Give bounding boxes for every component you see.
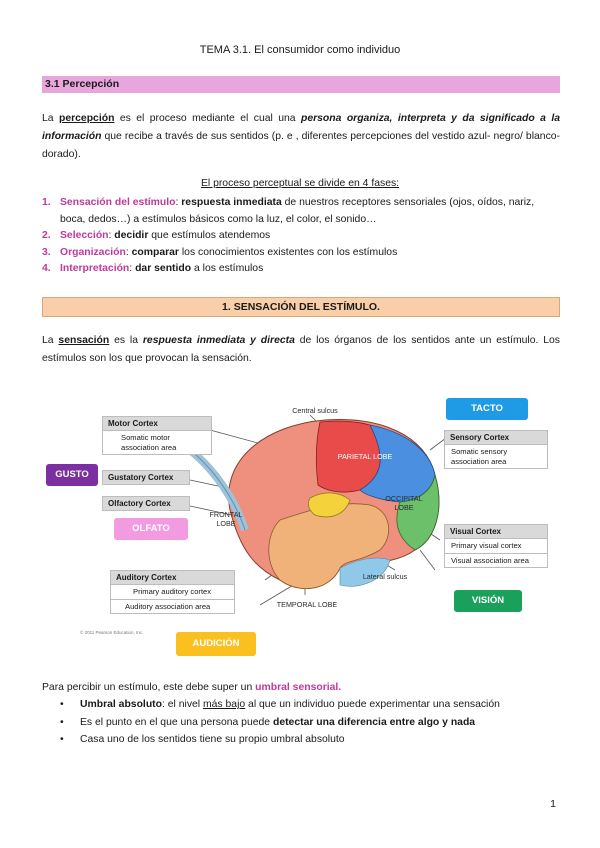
central-sulcus-label: Central sulcus — [292, 406, 338, 415]
parietal-lobe-label: PARIETAL LOBE — [337, 452, 393, 461]
bullet-icon: • — [60, 734, 64, 745]
tag-audicion: AUDICIÓN — [176, 632, 256, 656]
term-sensacion: sensación — [58, 335, 110, 346]
bullet-icon: • — [60, 716, 64, 728]
list-item: • Umbral absoluto: el nivel más bajo al que un individuo puede experimentar una sensación — [58, 696, 558, 714]
term-percepcion: percepción — [58, 113, 115, 124]
bullet-icon: • — [60, 699, 64, 710]
visual-cortex-box: Visual Cortex Primary visual cortex Visual association area — [444, 524, 548, 568]
phases-list — [42, 195, 560, 278]
list-item: • Es el punto en el que una persona puede detectar una diferencia entre algo y nada — [58, 714, 558, 732]
percepcion-paragraph: La percepción es el proceso mediante el cual una persona organiza, interpreta y da significado a la información que recibe a través de sus sentidos (p. e , diferentes percepciones del vestido azul- negro/ blanco-dorado). — [42, 113, 561, 160]
sensacion-paragraph: La sensación es la respuesta inmediata y directa de los órganos de los sentidos ante un estímulo. Los estímulos son los que provocan la sensación. — [42, 335, 560, 364]
section-heading-sensacion: 1. SENSACIÓN DEL ESTÍMULO. — [42, 297, 560, 317]
section-heading-percepcion: 3.1 Percepción — [42, 76, 560, 93]
list-item: 3. Organización: comparar los conocimientos existentes con los estímulos — [42, 246, 398, 258]
tag-gusto: GUSTO — [46, 464, 98, 486]
umbral-list — [58, 696, 558, 749]
phases-title: El proceso perceptual se divide en 4 fases: — [200, 178, 400, 189]
tag-tacto: TACTO — [446, 398, 528, 420]
lateral-sulcus-label: Lateral sulcus — [362, 572, 408, 581]
tag-vision: VISIÓN — [454, 590, 522, 612]
sensory-cortex-box: Sensory Cortex Somatic sensory association area — [444, 430, 548, 469]
tag-olfato: OLFATO — [114, 518, 188, 540]
page-title: TEMA 3.1. El consumidor como individuo — [199, 44, 401, 56]
list-item: 1. Sensación del estímulo: respuesta inmediata de nuestros receptores sensoriales (ojos, oídos, nariz, boca, dedos…) a estímulos básicos como la luz, el color, el sonido… — [42, 197, 535, 225]
temporal-lobe-label: TEMPORAL LOBE — [276, 600, 338, 609]
umbral-intro: Para percibir un estímulo, este debe super un umbral sensorial. — [42, 682, 342, 693]
auditory-cortex-box: Auditory Cortex Primary auditory cortex Auditory association area — [110, 570, 235, 614]
motor-cortex-box: Motor Cortex Somatic motor association area — [102, 416, 212, 455]
term-umbral: umbral sensorial. — [255, 682, 342, 693]
frontal-lobe-label: FRONTAL LOBE — [209, 510, 243, 528]
figure-copyright: © 2011 Pearson Education, Inc. — [80, 630, 144, 635]
olfactory-cortex-box: Olfactory Cortex — [102, 496, 190, 511]
list-item: • Casa uno de los sentidos tiene su propio umbral absoluto — [58, 731, 558, 749]
occipital-lobe-label: OCCIPITAL LOBE — [385, 494, 423, 512]
page-number: 1 — [550, 798, 556, 810]
list-item: 2. Selección: decidir que estímulos atendemos — [42, 230, 271, 241]
brain-figure — [40, 390, 560, 660]
list-item: 4. Interpretación: dar sentido a los estímulos — [42, 263, 264, 274]
gustatory-cortex-box: Gustatory Cortex — [102, 470, 190, 485]
definition-highlight: persona organiza, interpreta y da significado a la información — [42, 113, 561, 142]
